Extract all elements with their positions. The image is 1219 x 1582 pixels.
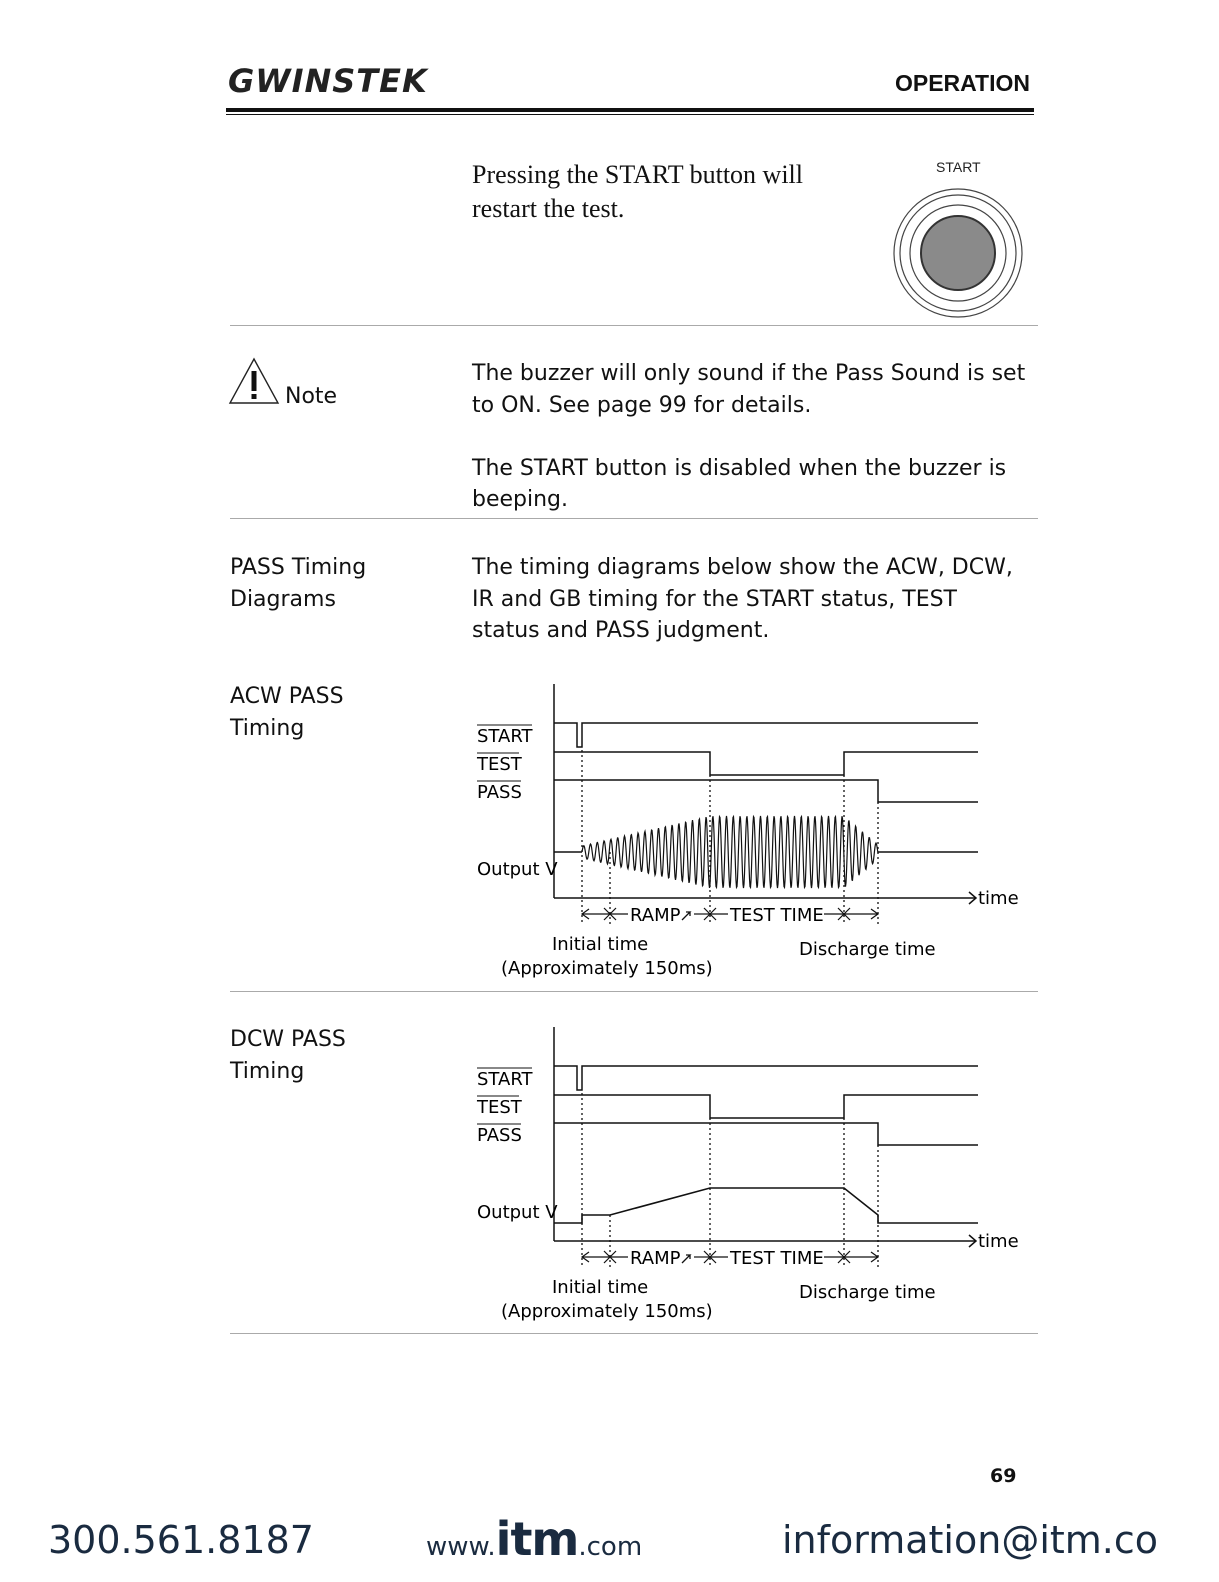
acw-timing-diagram [470, 680, 1030, 985]
start-description [472, 158, 892, 226]
dcw-ramp-label: RAMP [630, 1248, 681, 1269]
pass-timing-label [230, 552, 366, 615]
start-button-icon [890, 185, 1026, 321]
acw-label-line1: ACW PASS [230, 684, 344, 709]
pass-timing-description [472, 552, 1032, 647]
note-line1: The buzzer will only sound if the Pass Sound is set [472, 361, 1026, 386]
header-rule [226, 108, 1034, 112]
separator-3 [230, 991, 1038, 992]
footer-phone: 300.561.8187 [48, 1518, 314, 1562]
note-line3: The START button is disabled when the buzzer is [472, 455, 1007, 481]
acw-ramp-label: RAMP [630, 905, 681, 926]
dcw-test-time-label: TEST TIME [730, 1248, 824, 1269]
dcw-start-label: START [477, 1069, 533, 1090]
note-text [472, 358, 1032, 516]
acw-approx-label: (Approximately 150ms) [501, 958, 713, 979]
dcw-pass-label: PASS [477, 1125, 522, 1146]
dcw-ramp-icon [682, 1255, 690, 1263]
acw-label [230, 681, 344, 744]
acw-pass-label: PASS [477, 782, 522, 803]
acw-label-line2: Timing [230, 715, 305, 741]
dcw-test-signal [554, 1095, 978, 1118]
dcw-approx-label: (Approximately 150ms) [501, 1301, 713, 1322]
footer-email[interactable]: information@itm.co [782, 1518, 1159, 1562]
warning-icon [228, 356, 280, 406]
dcw-pass-signal [554, 1123, 978, 1145]
page-number: 69 [990, 1465, 1017, 1487]
acw-initial-time-label: Initial time [552, 934, 649, 955]
dcw-initial-time-label: Initial time [552, 1277, 649, 1298]
start-button-label: START [936, 159, 981, 175]
acw-start-label: START [477, 726, 533, 747]
dcw-label-line2: Timing [230, 1058, 305, 1084]
pass-timing-label-line2: Diagrams [230, 586, 336, 612]
footer-com: .com [578, 1532, 643, 1562]
header-rule-thin [226, 114, 1034, 115]
separator-1 [230, 325, 1038, 326]
acw-discharge-label: Discharge time [799, 939, 936, 960]
pass-desc-line2: IR and GB timing for the START status, TEST [472, 586, 957, 612]
dcw-time-label: time [978, 1231, 1019, 1252]
pass-desc-line1: The timing diagrams below show the ACW, DCW, [472, 555, 1013, 580]
footer-www: www. [426, 1532, 496, 1562]
start-desc-line2: restart the test. [472, 194, 625, 223]
acw-start-signal [554, 723, 978, 747]
acw-pass-signal [554, 780, 978, 802]
acw-test-time-label: TEST TIME [730, 905, 824, 926]
acw-output-wave [582, 816, 878, 888]
dcw-output-signal [554, 1188, 978, 1223]
acw-test-signal [554, 752, 978, 775]
separator-4 [230, 1333, 1038, 1334]
start-desc-line1: Pressing the START button will [472, 160, 804, 189]
gwinstek-logo: GWINSTEK [228, 62, 428, 100]
acw-time-label: time [978, 888, 1019, 909]
dcw-discharge-label: Discharge time [799, 1282, 936, 1303]
note-label: Note [285, 384, 338, 409]
dcw-test-label: TEST [477, 1097, 522, 1118]
footer-website[interactable] [426, 1512, 642, 1566]
acw-test-label: TEST [477, 754, 522, 775]
dcw-output-label: Output V [477, 1202, 558, 1223]
footer-brand-logo: itm [495, 1512, 579, 1566]
pass-timing-label-line1: PASS Timing [230, 555, 367, 580]
dcw-start-signal [554, 1066, 978, 1090]
separator-2 [230, 518, 1038, 519]
dcw-label-line1: DCW PASS [230, 1027, 346, 1052]
note-line2: to ON. See page 99 for details. [472, 392, 812, 418]
acw-ramp-icon [682, 912, 690, 920]
acw-output-label: Output V [477, 859, 558, 880]
section-title: OPERATION [894, 70, 1030, 96]
pass-desc-line3: status and PASS judgment. [472, 618, 770, 643]
dcw-timing-diagram [470, 1023, 1030, 1328]
dcw-label [230, 1024, 346, 1087]
note-line4: beeping. [472, 487, 569, 512]
